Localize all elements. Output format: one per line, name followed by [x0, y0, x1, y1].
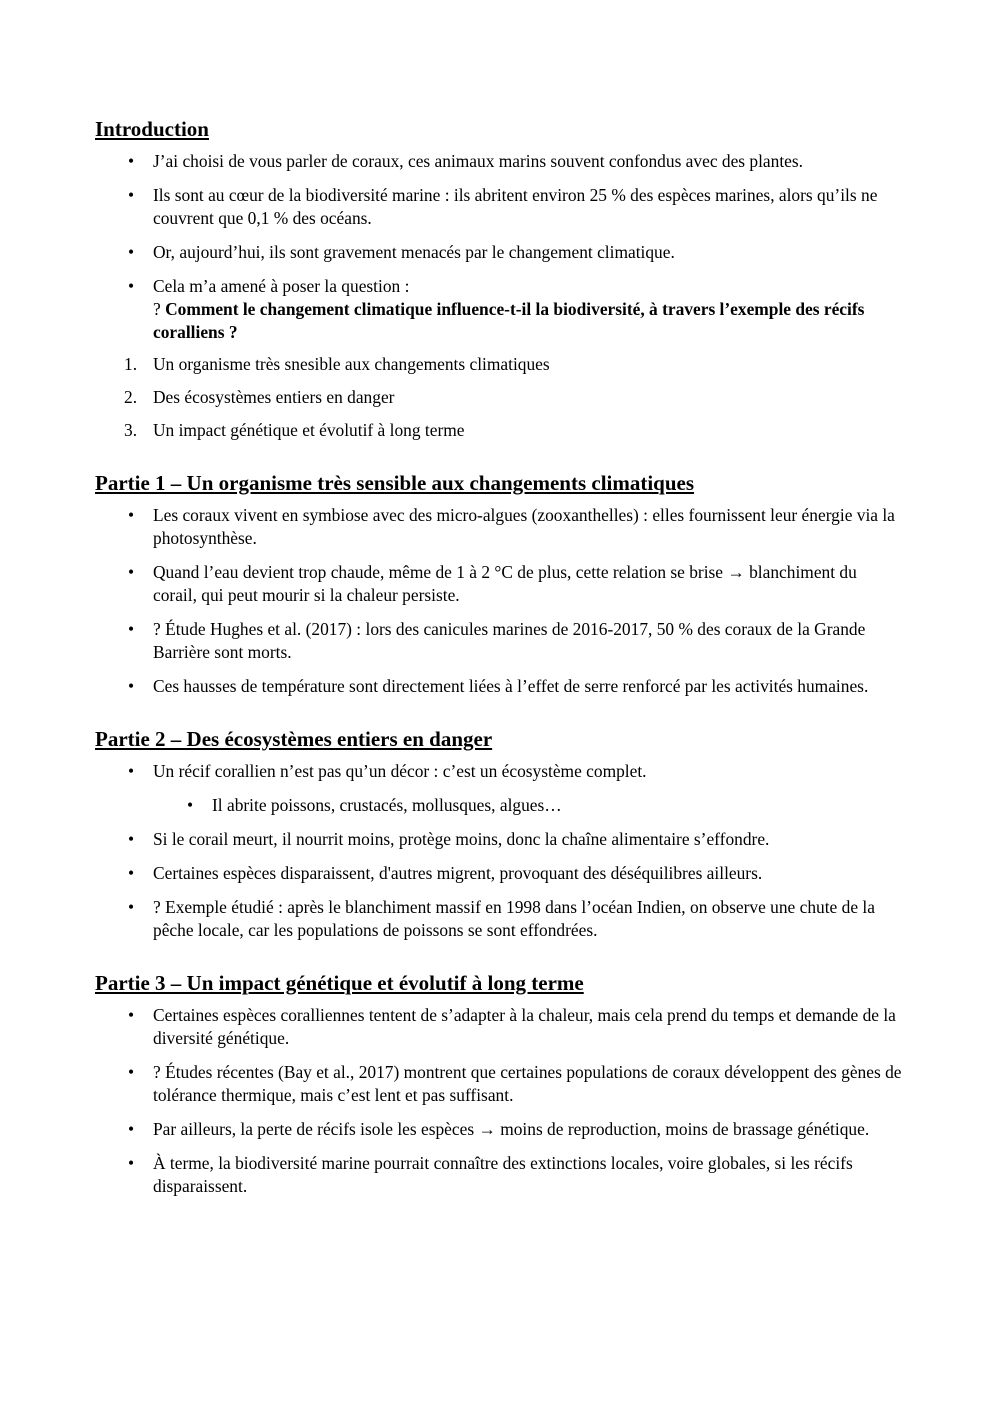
list-item: • Ils sont au cœur de la biodiversité marine : ils abritent environ 25 % des espèces marines, alors qu’ils ne couvrent que 0,1 % des océans.: [128, 185, 878, 228]
list-item: • ? Études récentes (Bay et al., 2017) montrent que certaines populations de coraux développent des gènes de tolérance thermique, mais c’est lent et pas suffisant.: [128, 1062, 902, 1105]
list-item: • Par ailleurs, la perte de récifs isole les espèces → moins de reproduction, moins de brassage génétique.: [128, 1119, 870, 1139]
sub-list-item: • Il abrite poissons, crustacés, mollusques, algues…: [187, 795, 562, 815]
list-item: • Un récif corallien n’est pas qu’un décor : c’est un écosystème complet.: [128, 761, 647, 781]
question-lead: Cela m’a amené à poser la question :: [153, 276, 410, 296]
research-question: Comment le changement climatique influence-t-il la biodiversité, à travers l’exemple des récifs coralliens ?: [153, 299, 865, 342]
list-item: • Certaines espèces coralliennes tentent de s’adapter à la chaleur, mais cela prend du temps et demande de la diversité génétique.: [128, 1005, 896, 1048]
bullet-icon: •: [128, 619, 135, 639]
intro-heading: Introduction: [95, 117, 209, 141]
plan-item: 2. Des écosystèmes entiers en danger: [124, 387, 395, 407]
list-item: • Si le corail meurt, il nourrit moins, protège moins, donc la chaîne alimentaire s’effondre.: [128, 829, 770, 849]
bullet-icon: •: [128, 897, 135, 917]
plan-list: [95, 353, 902, 442]
bullet-icon: •: [128, 863, 135, 883]
list-item: • Certaines espèces disparaissent, d'autres migrent, provoquant des déséquilibres ailleurs.: [128, 863, 763, 883]
list-item: • J’ai choisi de vous parler de coraux, ces animaux marins souvent confondus avec des plantes.: [128, 151, 804, 171]
part3-heading: Partie 3 – Un impact génétique et évolutif à long terme: [95, 971, 584, 995]
part1-heading: Partie 1 – Un organisme très sensible aux changements climatiques: [95, 471, 695, 495]
list-item: • Quand l’eau devient trop chaude, même de 1 à 2 °C de plus, cette relation se brise → blanchiment du corail, qui peut mourir si la chaleur persiste.: [128, 562, 857, 605]
list-item: [95, 275, 902, 344]
plan-item: 3. Un impact génétique et évolutif à long terme: [124, 420, 465, 440]
part1-bullet-list: [95, 504, 902, 698]
part3-bullet-list: [95, 1004, 902, 1198]
bullet-icon: •: [128, 242, 135, 262]
bullet-icon: •: [128, 676, 135, 696]
part2-bullet-list: [95, 760, 902, 942]
question-marker: ?: [153, 299, 161, 319]
bullet-icon: •: [128, 1153, 135, 1173]
bullet-icon: •: [128, 185, 135, 205]
bullet-icon: •: [187, 795, 194, 815]
intro-bullet-list: [95, 150, 902, 344]
list-item: • Ces hausses de température sont directement liées à l’effet de serre renforcé par les activités humaines.: [128, 676, 869, 696]
list-item: • ? Exemple étudié : après le blanchiment massif en 1998 dans l’océan Indien, on observe une chute de la pêche locale, car les populations de poissons se sont effondrées.: [128, 897, 875, 940]
bullet-icon: •: [128, 151, 135, 171]
part2-heading: Partie 2 – Des écosystèmes entiers en danger: [95, 727, 493, 751]
bullet-icon: •: [128, 1119, 135, 1139]
bullet-icon: •: [128, 829, 135, 849]
list-item: • À terme, la biodiversité marine pourrait connaître des extinctions locales, voire globales, si les récifs disparaissent.: [128, 1153, 853, 1196]
bullet-icon: •: [128, 562, 135, 582]
bullet-icon: •: [128, 761, 135, 781]
list-item: • Les coraux vivent en symbiose avec des micro-algues (zooxanthelles) : elles fournissent leur énergie via la photosynthèse.: [128, 505, 895, 548]
bullet-icon: •: [128, 505, 135, 525]
list-item: • Or, aujourd’hui, ils sont gravement menacés par le changement climatique.: [128, 242, 675, 262]
plan-item: 1. Un organisme très snesible aux changements climatiques: [124, 354, 550, 374]
bullet-icon: •: [128, 1062, 135, 1082]
bullet-icon: •: [128, 276, 135, 296]
bullet-icon: •: [128, 1005, 135, 1025]
list-item: • ? Étude Hughes et al. (2017) : lors des canicules marines de 2016-2017, 50 % des coraux de la Grande Barrière sont morts.: [128, 619, 866, 662]
